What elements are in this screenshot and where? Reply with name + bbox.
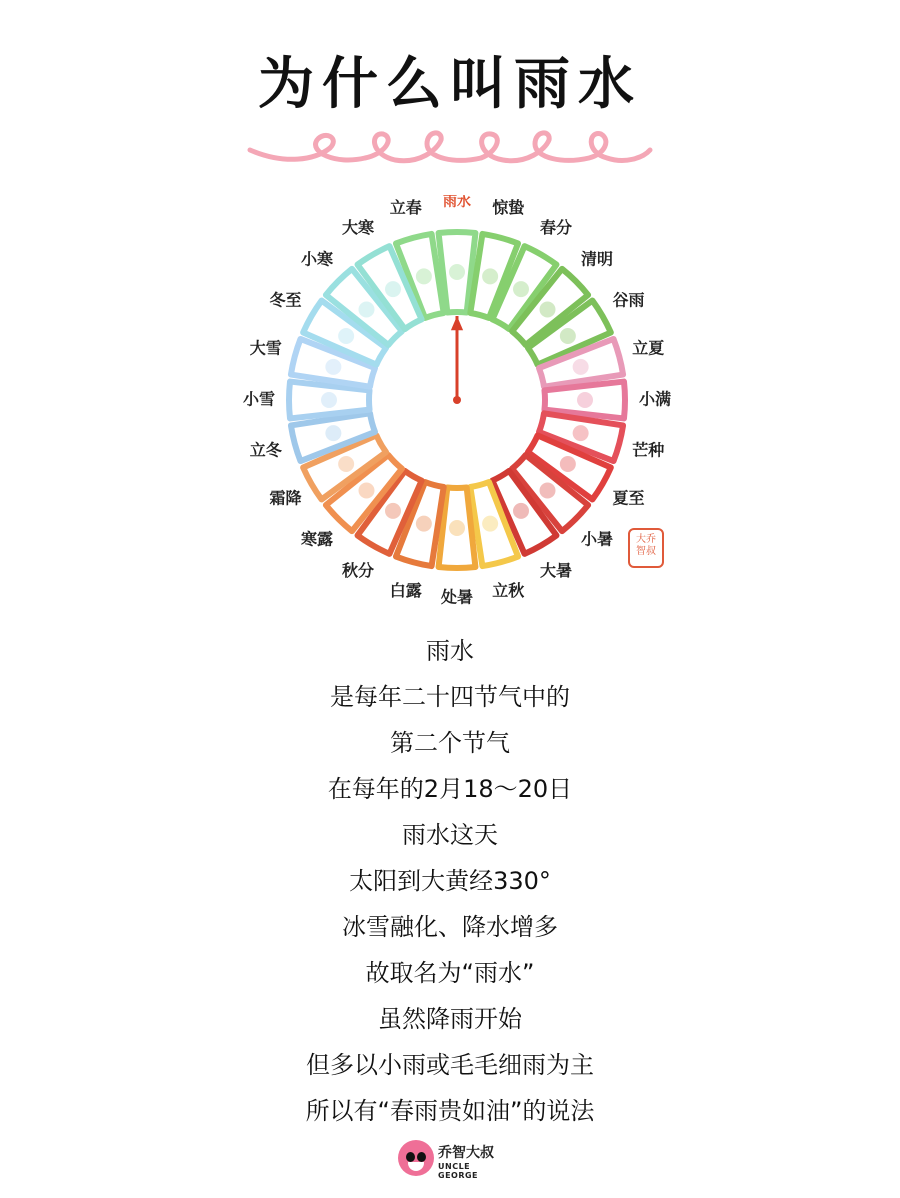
solar-term-label: 芒种 <box>632 440 665 460</box>
solar-term-label: 小暑 <box>580 529 614 549</box>
term-illustration-icon <box>325 425 341 441</box>
term-illustration-icon <box>482 516 498 532</box>
explanation-text <box>0 632 900 1138</box>
term-illustration-icon <box>560 328 576 344</box>
logo-english-name: UNCLE GEORGE <box>438 1162 479 1180</box>
text-line: 雨水 <box>426 637 474 665</box>
solar-term-label: 惊蛰 <box>492 198 525 218</box>
term-illustration-icon <box>338 456 354 472</box>
term-illustration-icon <box>358 301 374 317</box>
solar-term-label: 大雪 <box>249 338 282 358</box>
term-illustration-icon <box>321 392 337 408</box>
term-illustration-icon <box>573 359 589 375</box>
solar-term-label: 大寒 <box>341 218 375 238</box>
text-line: 故取名为“雨水” <box>365 959 535 987</box>
term-illustration-icon <box>560 456 576 472</box>
seal-stamp: 大乔 智叔 <box>628 528 664 568</box>
solar-term-label: 清明 <box>580 249 614 269</box>
decorative-squiggle <box>245 120 655 180</box>
text-line: 是每年二十四节气中的 <box>330 683 570 711</box>
solar-term-label: 寒露 <box>300 529 334 549</box>
term-illustration-icon <box>338 328 354 344</box>
text-line: 冰雪融化、降水增多 <box>342 913 558 941</box>
text-line: 第二个节气 <box>390 729 510 757</box>
term-illustration-icon <box>513 503 529 519</box>
term-illustration-icon <box>577 392 593 408</box>
term-illustration-icon <box>482 268 498 284</box>
solar-term-label: 霜降 <box>269 488 302 508</box>
text-line: 雨水这天 <box>402 821 498 849</box>
term-illustration-icon <box>449 520 465 536</box>
logo-chinese-name: 乔智大叔 <box>438 1145 494 1161</box>
solar-term-label: 小雪 <box>242 389 276 409</box>
text-line: 太阳到大黄经330° <box>349 867 551 895</box>
solar-term-label: 立夏 <box>632 338 665 358</box>
solar-term-label: 立春 <box>389 198 422 218</box>
solar-term-label: 立秋 <box>492 580 525 600</box>
solar-term-label: 雨水 <box>443 195 471 210</box>
solar-term-label: 春分 <box>539 218 573 238</box>
term-illustration-icon <box>540 301 556 317</box>
solar-term-label: 大暑 <box>539 560 573 580</box>
solar-term-label: 冬至 <box>269 290 302 310</box>
solar-term-label: 小满 <box>638 389 672 409</box>
term-illustration-icon <box>540 483 556 499</box>
solar-term-label: 小寒 <box>300 249 334 269</box>
pointer-arrowhead-icon <box>451 316 463 330</box>
term-illustration-icon <box>449 264 465 280</box>
panda-avatar-icon <box>398 1140 434 1176</box>
term-illustration-icon <box>513 281 529 297</box>
solar-term-label: 夏至 <box>612 488 645 508</box>
pointer-hub <box>453 396 461 404</box>
term-illustration-icon <box>416 516 432 532</box>
term-illustration-icon <box>385 503 401 519</box>
term-illustration-icon <box>358 483 374 499</box>
text-line: 在每年的2月18～20日 <box>327 775 573 803</box>
brand-logo <box>398 1140 508 1180</box>
solar-term-label: 秋分 <box>341 560 375 580</box>
text-line: 虽然降雨开始 <box>378 1005 522 1033</box>
term-illustration-icon <box>325 359 341 375</box>
solar-terms-wheel <box>225 195 685 615</box>
text-line: 所以有“春雨贵如油”的说法 <box>305 1097 595 1125</box>
term-illustration-icon <box>573 425 589 441</box>
solar-term-label: 立冬 <box>249 440 282 460</box>
page-title: 为什么叫雨水 <box>258 52 642 117</box>
solar-term-label: 白露 <box>389 580 422 600</box>
solar-term-label: 处暑 <box>440 587 474 607</box>
text-line: 但多以小雨或毛毛细雨为主 <box>306 1051 594 1079</box>
term-illustration-icon <box>416 268 432 284</box>
solar-term-label: 谷雨 <box>612 290 645 310</box>
term-illustration-icon <box>385 281 401 297</box>
